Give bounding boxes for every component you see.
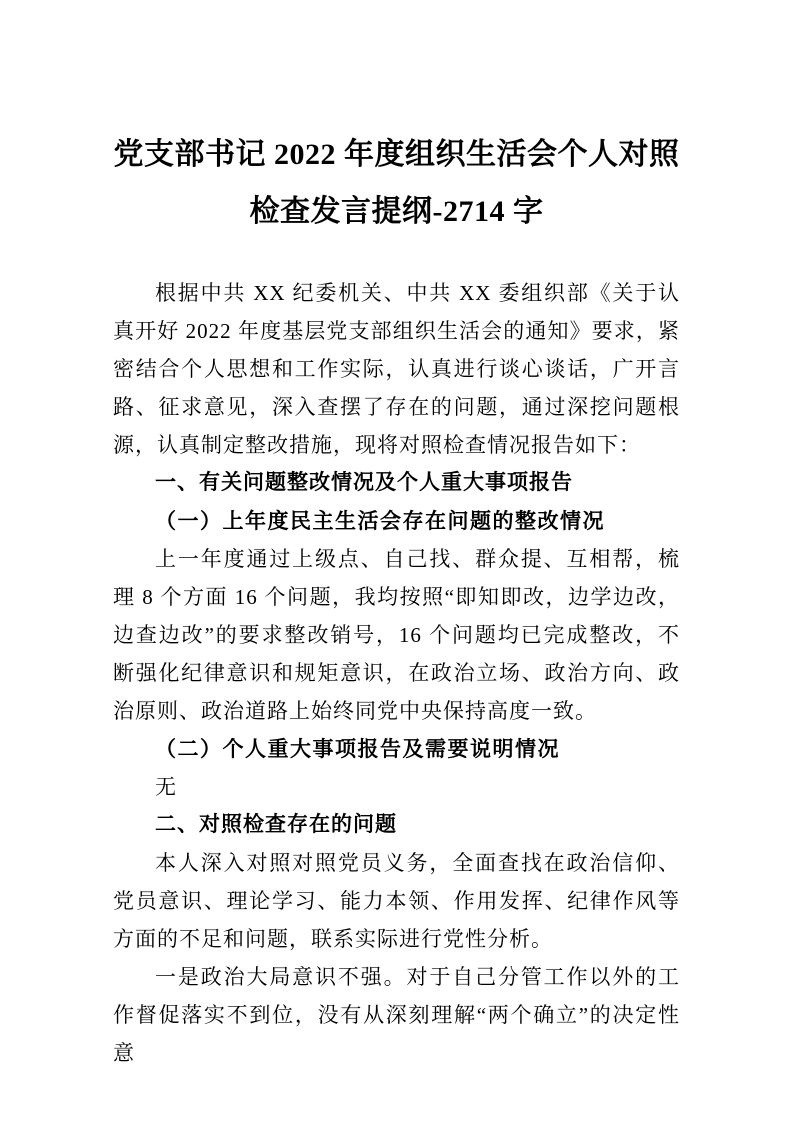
paragraph-problem-1: 一是政治大局意识不强。对于自己分管工作以外的工作督促落实不到位，没有从深刻理解“两个确立”的决定性意 xyxy=(113,965,680,1065)
section-heading-1: 一、有关问题整改情况及个人重大事项报告 xyxy=(155,471,573,494)
document-content xyxy=(113,0,680,1072)
paragraph-rectification: 上一年度通过上级点、自己找、群众提、互相帮，梳理 8 个方面 16 个问题，我均按照“即知即改，边学边改，边查边改”的要求整改销号，16 个问题均已完成整改，不断强化纪律意识和规矩意识，在政治立场、政治方向、政治原则、政治道路上始终同党中央保持高度一致。 xyxy=(113,547,680,723)
subsection-heading-1-1: （一）上年度民主生活会存在问题的整改情况 xyxy=(155,509,605,533)
paragraph-self-analysis: 本人深入对照对照党员义务，全面查找在政治信仰、党员意识、理论学习、能力本领、作用发挥、纪律作风等方面的不足和问题，联系实际进行党性分析。 xyxy=(113,851,680,951)
section-heading-2: 二、对照检查存在的问题 xyxy=(155,813,397,836)
document-title: 党支部书记 2022 年度组织生活会个人对照检查发言提纲-2714 字 xyxy=(113,138,680,228)
paragraph-none: 无 xyxy=(155,775,177,799)
paragraph-intro: 根据中共 XX 纪委机关、中共 XX 委组织部《关于认真开好 2022 年度基层党支部组织生活会的通知》要求，紧密结合个人思想和工作实际，认真进行谈心谈话，广开言路、征求意见，深入查摆了存在的问题，通过深挖问题根源，认真制定整改措施，现将对照检查情况报告如下： xyxy=(113,281,680,457)
subsection-heading-1-2: （二）个人重大事项报告及需要说明情况 xyxy=(155,737,560,761)
